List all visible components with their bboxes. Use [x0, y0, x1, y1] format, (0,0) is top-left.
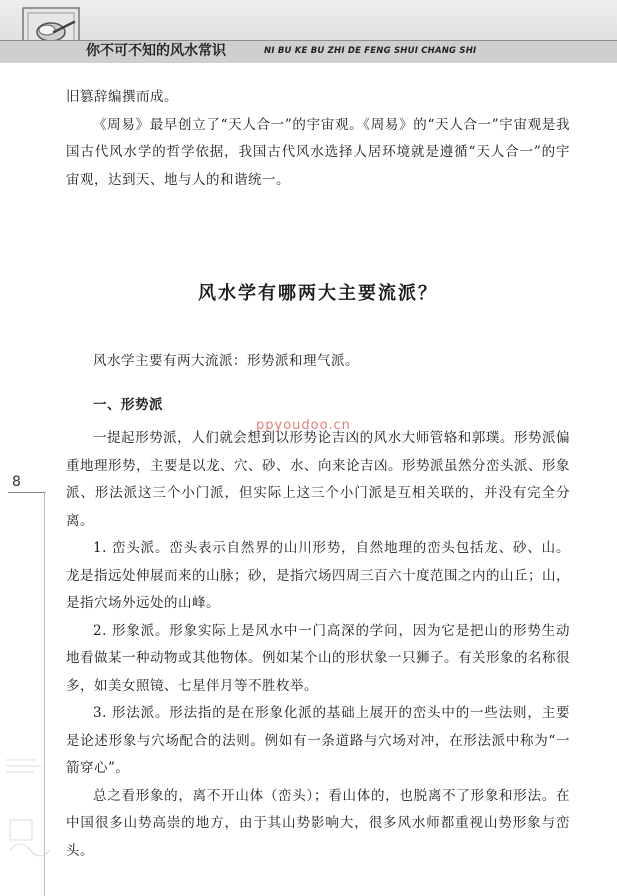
paragraph-body: 3. 形法派。形法指的是在形象化派的基础上展开的峦头中的一些法则，主要是论述形象与穴场配合的法则。例如有一条道路与穴场对冲，在形法派中称为“一箭穿心”。 — [66, 705, 570, 776]
paragraph-body: 一提起形势派，人们就会想到以形势论吉凶的风水大师管辂和郭璞。形势派偏重地理形势，主要是以龙、穴、砂、水、向来论吉凶。形势派虽然分峦头派、形象派、形法派这三个小门派，但实际上这三个小门派是互相关联的，并没有完全分离。 — [66, 430, 570, 529]
paragraph-zhouyi: 《周易》最早创立了“天人合一”的宇宙观。《周易》的“天人合一”宇宙观是我国古代风水学的哲学依据，我国古代风水选择人居环境就是遵循“天人合一”的宇宙观，达到天、地与人的和谐统一。 — [66, 116, 570, 188]
subheading: 一、形势派 — [93, 396, 163, 413]
decorative-seal-icon — [0, 700, 60, 896]
book-title: 你不可不知的风水常识 — [86, 43, 226, 59]
watermark-text: ppyoudoo.cn — [256, 418, 351, 433]
page-content — [66, 84, 570, 865]
paragraph-intro: 风水学主要有两大流派：形势派和理气派。 — [93, 353, 359, 369]
page-number: 8 — [12, 474, 21, 490]
section-title: 风水学有哪两大主要流派？ — [198, 283, 438, 304]
paragraph-continuation: 旧篡辞编撰而成。 — [66, 89, 178, 105]
paragraph-body: 1. 峦头派。峦头表示自然界的山川形势，自然地理的峦头包括龙、砂、山。龙是指远处伸展而来的山脉；砂，是指穴场四周三百六十度范围之内的山丘；山，是指穴场外远处的山峰。 — [66, 540, 570, 611]
page-header — [0, 0, 617, 63]
book-title-pinyin: NI BU KE BU ZHI DE FENG SHUI CHANG SHI — [264, 46, 477, 56]
paragraph-body: 总之看形象的，离不开山体（峦头）；看山体的，也脱离不了形象和形法。在中国很多山势高崇的地方，由于其山势影响大，很多风水师都重视山势形象与峦头。 — [66, 787, 570, 859]
margin-rule — [8, 492, 46, 493]
paragraph-body: 2. 形象派。形象实际上是风水中一门高深的学问，因为它是把山的形势生动地看做某一种动物或其他物体。例如某个山的形状象一只狮子。有关形象的名称很多，如美女照镜、七星伴月等不胜枚举。 — [66, 622, 570, 694]
